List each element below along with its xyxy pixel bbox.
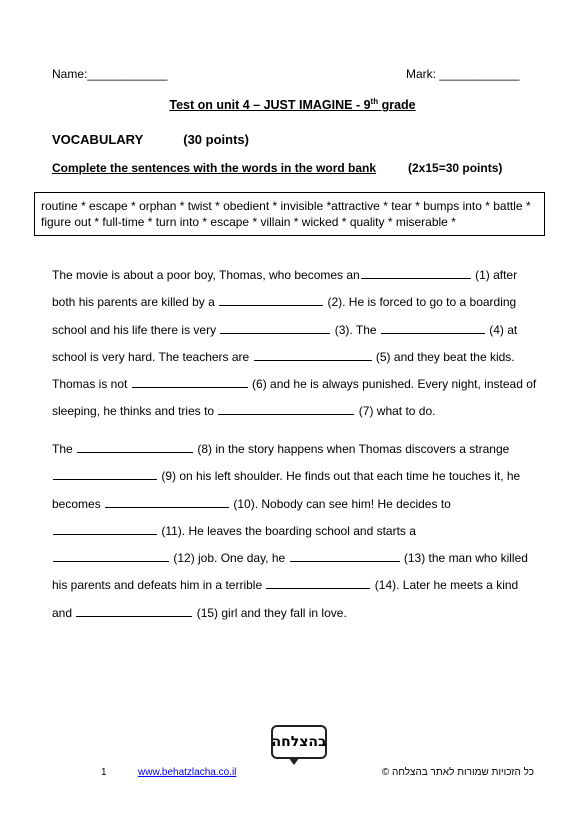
- mark-field[interactable]: Mark: ____________: [406, 67, 520, 81]
- answer-blank-2[interactable]: [219, 294, 323, 306]
- answer-blank-13[interactable]: [290, 550, 400, 562]
- answer-blank-7[interactable]: [218, 403, 354, 415]
- answer-blank-1[interactable]: [361, 267, 471, 279]
- answer-blank-10[interactable]: [105, 496, 229, 508]
- answer-blank-4[interactable]: [381, 322, 485, 334]
- site-link[interactable]: www.behatzlacha.co.il: [138, 767, 237, 778]
- sentence-line: (11). He leaves the boarding school and starts a: [52, 523, 542, 550]
- sentence-line: school is very hard. The teachers are (5) and they beat the kids.: [52, 349, 515, 364]
- instructions: Complete the sentences with the words in the word bank (2x15=30 points): [52, 161, 503, 175]
- page-title: Test on unit 4 – JUST IMAGINE - 9th grade: [169, 97, 416, 113]
- sentence-line: (12) job. One day, he (13) the man who killed: [52, 550, 542, 577]
- sentence-line: and (15) girl and they fall in love.: [52, 605, 347, 620]
- page-number: 1: [101, 767, 107, 778]
- answer-blank-8[interactable]: [77, 441, 193, 453]
- sentence-line: The movie is about a poor boy, Thomas, who becomes an (1) after: [52, 268, 518, 282]
- name-field[interactable]: Name:____________: [52, 67, 168, 81]
- sentence-line: The (8) in the story happens when Thomas discovers a strange: [52, 442, 510, 456]
- answer-blank-14[interactable]: [266, 577, 370, 589]
- answer-blank-5[interactable]: [254, 349, 372, 361]
- answer-blank-12[interactable]: [53, 550, 169, 562]
- points-calc: (2x15=30 points): [408, 161, 503, 175]
- sentence-line: school and his life there is very (3). The (4) at: [52, 322, 518, 337]
- answer-blank-9[interactable]: [53, 468, 157, 480]
- section-heading: VOCABULARY (30 points): [52, 132, 249, 147]
- word-bank: routine * escape * orphan * twist * obedient * invisible *attractive * tear * bumps into * battle * figure out * full-time * turn into * escape * villain * wicked * quality * miserable *: [34, 192, 545, 236]
- answer-blank-6[interactable]: [132, 376, 248, 388]
- answer-blank-11[interactable]: [53, 523, 157, 535]
- sentence-line: becomes (10). Nobody can see him! He decides to: [52, 496, 451, 511]
- logo-speech-tail-icon: [288, 757, 300, 765]
- answer-blank-15[interactable]: [76, 605, 192, 617]
- paragraph-1: [52, 267, 542, 431]
- sentence-line: both his parents are killed by a (2). He is forced to go to a boarding: [52, 295, 517, 310]
- sentence-line: (9) on his left shoulder. He finds out that each time he touches it, he: [52, 468, 542, 495]
- answer-blank-3[interactable]: [220, 322, 330, 334]
- copyright-notice: כל הזכויות שמורות לאתר בהצלחה ©: [381, 767, 534, 778]
- site-logo: בהצלחה: [271, 725, 327, 759]
- sentence-line: sleeping, he thinks and tries to (7) what to do.: [52, 404, 436, 419]
- paragraph-2: [52, 441, 542, 632]
- sentence-line: Thomas is not (6) and he is always punished. Every night, instead of: [52, 377, 537, 392]
- section-points: (30 points): [183, 132, 249, 147]
- sentence-line: his parents and defeats him in a terrible (14). Later he meets a kind: [52, 578, 519, 593]
